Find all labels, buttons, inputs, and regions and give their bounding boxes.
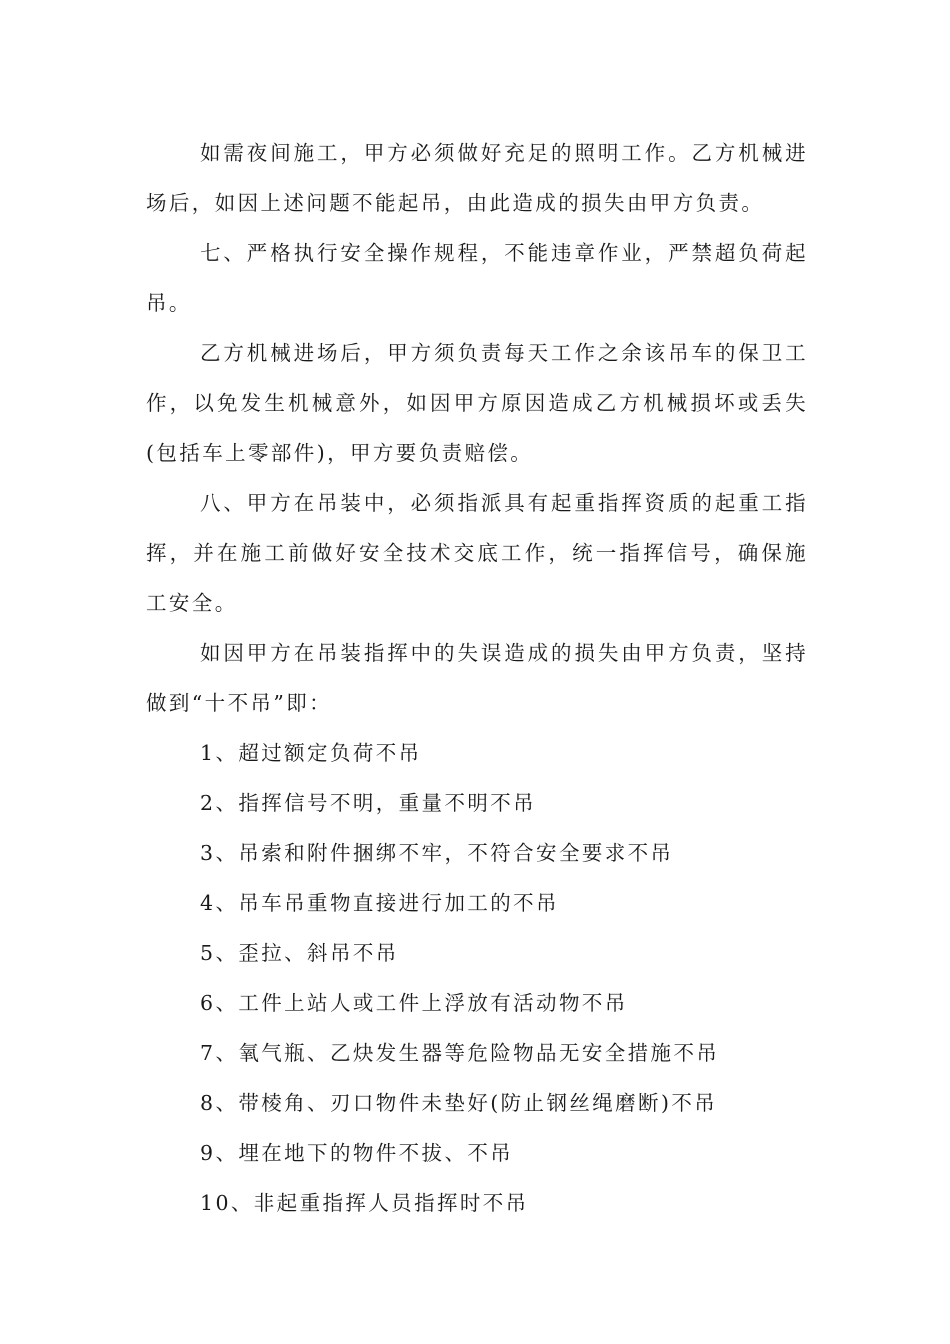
paragraph-ten-no-lift-intro: 如因甲方在吊装指挥中的失误造成的损失由甲方负责，坚持做到“十不吊”即： bbox=[146, 641, 808, 715]
paragraph-night-construction: 如需夜间施工，甲方必须做好充足的照明工作。乙方机械进场后，如因上述问题不能起吊，由此造成的损失由甲方负责。 bbox=[146, 141, 808, 215]
list-item: 6、工件上站人或工件上浮放有活动物不吊 bbox=[200, 991, 628, 1015]
list-item: 7、氧气瓶、乙炔发生器等危险物品无安全措施不吊 bbox=[200, 1041, 720, 1065]
paragraph-clause-eight: 八、甲方在吊装中，必须指派具有起重指挥资质的起重工指挥，并在施工前做好安全技术交底工作，统一指挥信号，确保施工安全。 bbox=[146, 491, 808, 615]
paragraph-clause-seven: 七、严格执行安全操作规程，不能违章作业，严禁超负荷起吊。 bbox=[146, 241, 808, 315]
list-item: 3、吊索和附件捆绑不牢，不符合安全要求不吊 bbox=[200, 841, 674, 865]
list-item: 9、埋在地下的物件不拔、不吊 bbox=[200, 1141, 514, 1165]
list-item: 2、指挥信号不明，重量不明不吊 bbox=[200, 791, 537, 815]
list-item: 10、非起重指挥人员指挥时不吊 bbox=[200, 1191, 529, 1215]
list-item: 8、带棱角、刃口物件未垫好(防止钢丝绳磨断)不吊 bbox=[200, 1091, 718, 1115]
list-item: 4、吊车吊重物直接进行加工的不吊 bbox=[200, 891, 559, 915]
list-item: 5、歪拉、斜吊不吊 bbox=[200, 941, 399, 965]
list-item: 1、超过额定负荷不吊 bbox=[200, 741, 422, 765]
ten-no-lift-list bbox=[146, 728, 808, 1228]
document-page bbox=[146, 128, 808, 1228]
paragraph-security-duty: 乙方机械进场后，甲方须负责每天工作之余该吊车的保卫工作，以免发生机械意外，如因甲方原因造成乙方机械损坏或丢失(包括车上零部件)，甲方要负责赔偿。 bbox=[146, 341, 808, 465]
